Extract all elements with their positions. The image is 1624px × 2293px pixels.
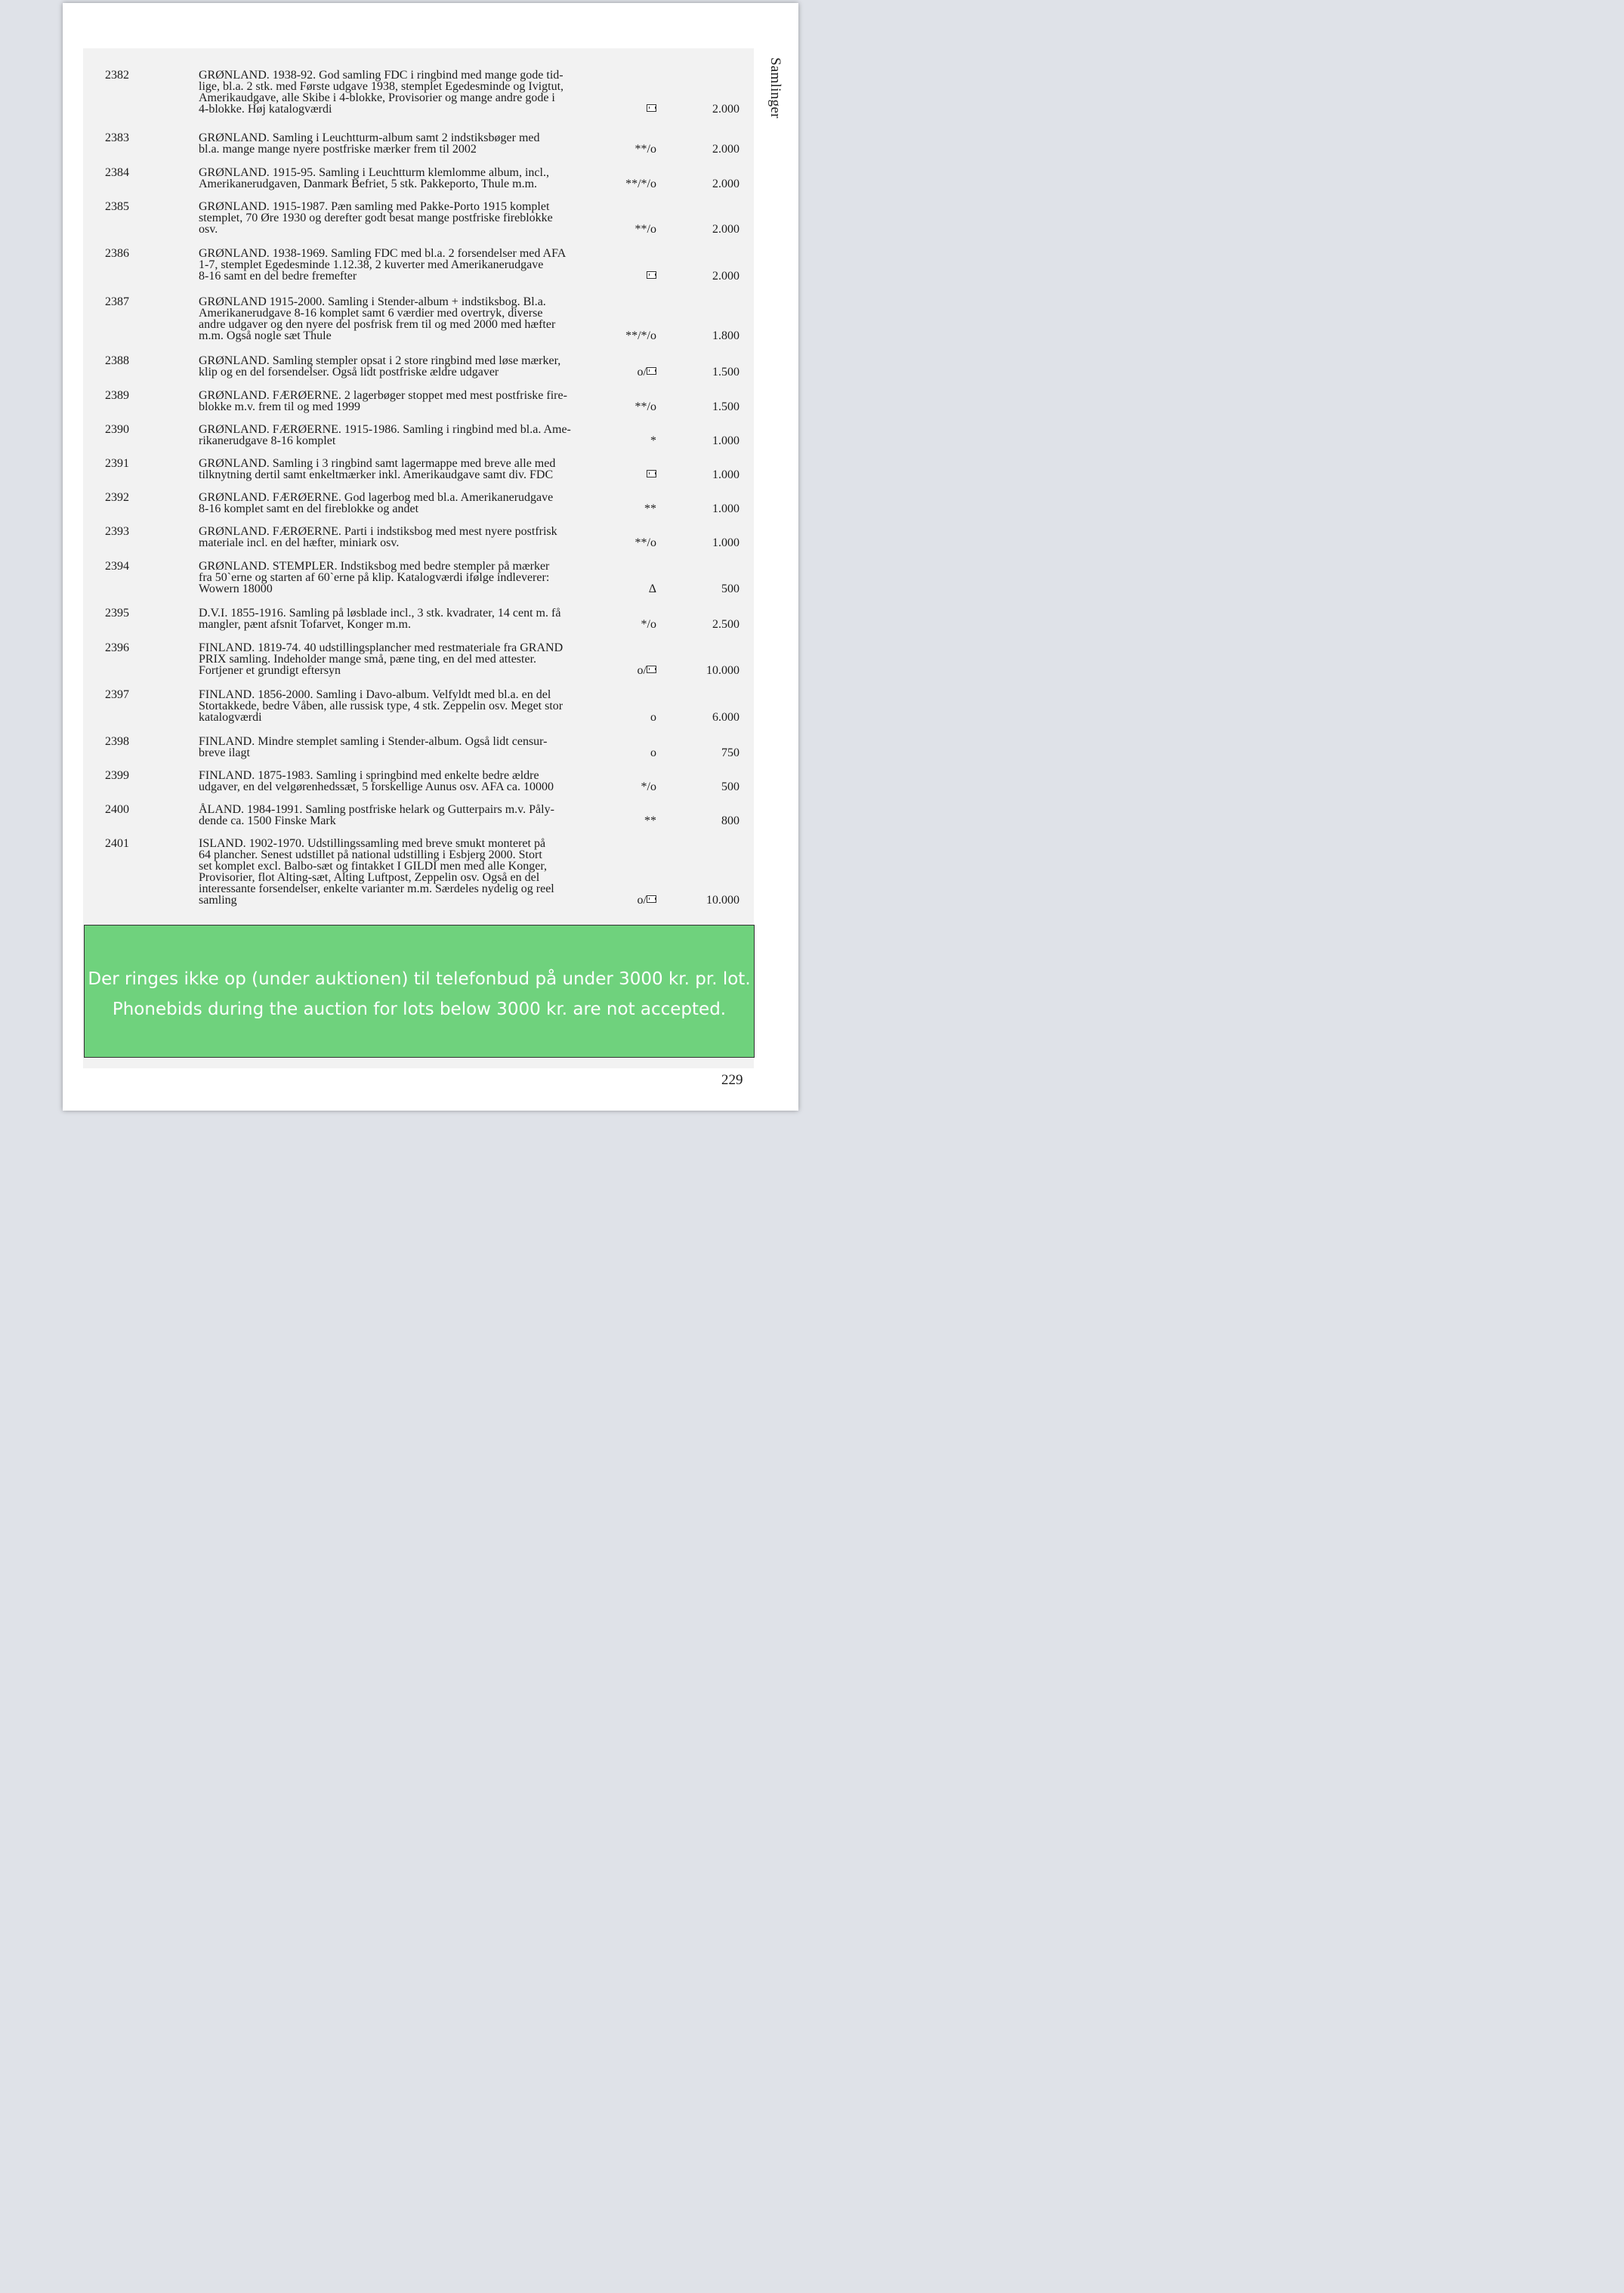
lot-description (199, 70, 641, 115)
lot-description-line: breve ilagt (199, 746, 250, 759)
lot-condition (596, 224, 656, 235)
lot-description-line: GRØNLAND. STEMPLER. Indstiksbog med bedre stempler på mærker (199, 560, 550, 573)
lot-number: 2391 (105, 457, 129, 470)
lot-condition (596, 469, 656, 481)
condition-symbol: */o (641, 618, 656, 631)
envelope-icon (647, 104, 656, 112)
condition-symbol: o/ (637, 894, 647, 907)
lot-condition (596, 330, 656, 341)
lot-description-line: andre udgaver og den nyere del posfrisk frem til og med 2000 med hæfter (199, 318, 556, 331)
condition-symbol: **/o (634, 223, 656, 236)
lot-description (199, 458, 641, 481)
lot-description (199, 561, 641, 595)
lot-list (63, 3, 798, 932)
lot-number: 2383 (105, 131, 129, 144)
lot-price: 2.500 (712, 618, 739, 631)
condition-symbol: **/o (634, 400, 656, 413)
lot-description-line: FINLAND. 1819-74. 40 udstillingsplancher med restmateriale fra GRAND (199, 641, 563, 654)
lot-price: 800 (721, 814, 739, 827)
lot-condition (596, 144, 656, 155)
condition-symbol: o/ (637, 366, 647, 379)
lot-description (199, 607, 641, 630)
lot-description (199, 201, 641, 235)
lot-description-line: 64 plancher. Senest udstillet på national udstilling i Esbjerg 2000. Stort (199, 848, 542, 861)
lot-description (199, 355, 641, 378)
lot-description-line: GRØNLAND. FÆRØERNE. 2 lagerbøger stoppet med mest postfriske fire- (199, 389, 567, 402)
condition-symbol: o (650, 711, 656, 724)
condition-symbol: **/*/o (625, 178, 656, 190)
lot-price: 1.000 (712, 536, 739, 549)
lot-description-line: tilknytning dertil samt enkeltmærker inkl. Amerikaudgave samt div. FDC (199, 468, 554, 481)
condition-symbol: **/o (634, 143, 656, 156)
condition-symbol: ** (644, 502, 656, 515)
lot-description-line: PRIX samling. Indeholder mange små, pæne ting, en del med attester. (199, 653, 537, 666)
lot-price: 10.000 (706, 664, 739, 677)
lot-description-line: stemplet, 70 Øre 1930 og derefter godt besat mange postfriske fireblokke (199, 212, 553, 224)
envelope-icon (647, 895, 656, 903)
lot-description-line: rikanerudgave 8-16 komplet (199, 434, 336, 447)
notice-line-danish: Der ringes ikke op (under auktionen) til telefonbud på under 3000 kr. pr. lot. (88, 969, 751, 989)
section-side-label: Samlinger (767, 57, 783, 119)
lot-price: 750 (721, 746, 739, 759)
lot-price: 6.000 (712, 711, 739, 724)
lot-description (199, 642, 641, 676)
lot-description-line: materiale incl. en del hæfter, miniark osv. (199, 536, 400, 549)
lot-number: 2399 (105, 769, 129, 782)
lot-number: 2393 (105, 525, 129, 538)
lot-description-line: GRØNLAND. FÆRØERNE. Parti i indstiksbog med mest nyere postfrisk (199, 525, 557, 538)
page-number: 229 (721, 1072, 743, 1088)
lot-description (199, 424, 641, 447)
condition-symbol: ** (644, 814, 656, 827)
lot-condition (596, 537, 656, 549)
lot-description (199, 770, 641, 793)
lot-price: 10.000 (706, 894, 739, 907)
lot-price: 2.000 (712, 143, 739, 156)
lot-description (199, 390, 641, 413)
lot-condition (596, 583, 656, 595)
lot-description-line: GRØNLAND. 1938-92. God samling FDC i ringbind med mange gode tid- (199, 69, 563, 82)
lot-description (199, 526, 641, 549)
lot-number: 2392 (105, 491, 129, 504)
lot-price: 1.000 (712, 502, 739, 515)
condition-symbol: Δ (648, 583, 656, 595)
lot-description-line: Stortakkede, bedre Våben, alle russisk type, 4 stk. Zeppelin osv. Meget stor (199, 700, 563, 712)
lot-description-line: GRØNLAND. FÆRØERNE. God lagerbog med bl.a. Amerikanerudgave (199, 491, 554, 504)
lot-description-line: GRØNLAND. 1915-1987. Pæn samling med Pakke-Porto 1915 komplet (199, 200, 550, 213)
lot-price: 500 (721, 583, 739, 595)
condition-symbol: **/*/o (625, 329, 656, 342)
lot-number: 2396 (105, 641, 129, 654)
lot-number: 2400 (105, 803, 129, 816)
condition-symbol: */o (641, 780, 656, 793)
lot-number: 2394 (105, 560, 129, 573)
lot-description-line: dende ca. 1500 Finske Mark (199, 814, 336, 827)
lot-description-line: Fortjener et grundigt eftersyn (199, 664, 341, 677)
lot-number: 2390 (105, 423, 129, 436)
lot-description (199, 248, 641, 282)
lot-description-line: m.m. Også nogle sæt Thule (199, 329, 332, 342)
lot-condition (596, 619, 656, 630)
lot-description-line: 4-blokke. Høj katalogværdi (199, 103, 332, 116)
envelope-icon (647, 367, 656, 375)
lot-description-line: set komplet excl. Balbo-sæt og fintakket I GILDI men med alle Konger, (199, 860, 548, 873)
lot-description (199, 736, 641, 759)
lot-number: 2397 (105, 688, 129, 701)
lot-description-line: GRØNLAND. 1938-1969. Samling FDC med bl.a. 2 forsendelser med AFA (199, 247, 567, 260)
lot-description-line: Amerikaudgave, alle Skibe i 4-blokke, Provisorier og mange andre gode i (199, 91, 555, 104)
catalog-page (63, 3, 798, 1111)
lot-description-line: GRØNLAND. Samling i 3 ringbind samt lagermappe med breve alle med (199, 457, 556, 470)
lot-description-line: GRØNLAND 1915-2000. Samling i Stender-album + indstiksbog. Bl.a. (199, 295, 546, 308)
lot-description-line: D.V.I. 1855-1916. Samling på løsblade incl., 3 stk. kvadrater, 14 cent m. få (199, 607, 561, 620)
lot-description-line: GRØNLAND. FÆRØERNE. 1915-1986. Samling i ringbind med bl.a. Ame- (199, 423, 571, 436)
lot-condition (596, 366, 656, 378)
lot-number: 2385 (105, 200, 129, 213)
lot-description-line: 8-16 komplet samt en del fireblokke og andet (199, 502, 419, 515)
lot-description-line: interessante forsendelser, enkelte varianter m.m. Særdeles nydelig og reel (199, 882, 554, 895)
lot-description-line: katalogværdi (199, 711, 262, 724)
lot-condition (596, 712, 656, 723)
lot-price: 1.500 (712, 400, 739, 413)
lot-description (199, 838, 641, 906)
lot-description-line: klip og en del forsendelser. Også lidt postfriske ældre udgaver (199, 366, 499, 379)
condition-symbol: o/ (637, 664, 647, 677)
lot-condition (596, 435, 656, 447)
lot-price: 1.000 (712, 468, 739, 481)
lot-condition (596, 503, 656, 515)
lot-number: 2388 (105, 354, 129, 367)
envelope-icon (647, 666, 656, 673)
lot-description (199, 804, 641, 827)
lot-description-line: FINLAND. 1856-2000. Samling i Davo-album. Velfyldt med bl.a. en del (199, 688, 551, 701)
lot-price: 2.000 (712, 178, 739, 190)
lot-condition (596, 665, 656, 676)
lot-description-line: ÅLAND. 1984-1991. Samling postfriske helark og Gutterpairs m.v. Påly- (199, 803, 554, 816)
lot-description-line: blokke m.v. frem til og med 1999 (199, 400, 361, 413)
lot-number: 2395 (105, 607, 129, 620)
notice-line-english: Phonebids during the auction for lots below 3000 kr. are not accepted. (112, 1000, 727, 1019)
lot-number: 2386 (105, 247, 129, 260)
condition-symbol: **/o (634, 536, 656, 549)
lot-description-line: udgaver, en del velgørenhedssæt, 5 forskellige Aunus osv. AFA ca. 10000 (199, 780, 554, 793)
lot-price: 500 (721, 780, 739, 793)
lot-description-line: Amerikanerudgaven, Danmark Befriet, 5 stk. Pakkeporto, Thule m.m. (199, 178, 538, 190)
lot-description-line: bl.a. mange mange nyere postfriske mærker frem til 2002 (199, 143, 477, 156)
lot-description-line: FINLAND. Mindre stemplet samling i Stender-album. Også lidt censur- (199, 735, 548, 748)
lot-description (199, 689, 641, 723)
lot-price: 2.000 (712, 270, 739, 283)
lot-description-line: fra 50`erne og starten af 60`erne på klip. Katalogværdi ifølge indleverer: (199, 571, 550, 584)
lot-condition (596, 270, 656, 282)
lot-description-line: 1-7, stemplet Egedesminde 1.12.38, 2 kuverter med Amerikanerudgave (199, 258, 544, 271)
lot-condition (596, 747, 656, 759)
lot-description (199, 132, 641, 155)
lot-number: 2384 (105, 166, 129, 179)
envelope-icon (647, 271, 656, 279)
lot-number: 2382 (105, 69, 129, 82)
lot-price: 2.000 (712, 103, 739, 116)
lot-description-line: Wowern 18000 (199, 583, 273, 595)
lot-condition (596, 401, 656, 413)
lot-number: 2387 (105, 295, 129, 308)
lot-price: 2.000 (712, 223, 739, 236)
lot-price: 1.000 (712, 434, 739, 447)
lot-condition (596, 781, 656, 793)
condition-symbol: * (650, 434, 656, 447)
lot-number: 2401 (105, 837, 129, 850)
lot-description-line: samling (199, 894, 237, 907)
lot-description-line: lige, bl.a. 2 stk. med Første udgave 1938, stemplet Egedesminde og Ivigtut, (199, 80, 564, 93)
lot-description-line: GRØNLAND. 1915-95. Samling i Leuchtturm klemlomme album, incl., (199, 166, 549, 179)
envelope-icon (647, 470, 656, 477)
lot-description (199, 167, 641, 190)
lot-price: 1.500 (712, 366, 739, 379)
lot-description-line: GRØNLAND. Samling stempler opsat i 2 store ringbind med løse mærker, (199, 354, 561, 367)
condition-symbol: o (650, 746, 656, 759)
lot-description-line: osv. (199, 223, 218, 236)
lot-description (199, 492, 641, 515)
lot-condition (596, 815, 656, 827)
lot-number: 2389 (105, 389, 129, 402)
lot-condition (596, 178, 656, 190)
lot-condition (596, 895, 656, 906)
lot-description-line: GRØNLAND. Samling i Leuchtturm-album samt 2 indstiksbøger med (199, 131, 540, 144)
phonebid-notice (84, 925, 755, 1058)
lot-description (199, 296, 641, 341)
lot-description-line: ISLAND. 1902-1970. Udstillingssamling med breve smukt monteret på (199, 837, 546, 850)
lot-description-line: 8-16 samt en del bedre fremefter (199, 270, 357, 283)
lot-price: 1.800 (712, 329, 739, 342)
lot-description-line: Provisorier, flot Alting-sæt, Alting Luftpost, Zeppelin osv. Også en del (199, 871, 540, 884)
lot-condition (596, 104, 656, 115)
lot-number: 2398 (105, 735, 129, 748)
lot-description-line: FINLAND. 1875-1983. Samling i springbind med enkelte bedre ældre (199, 769, 539, 782)
lot-description-line: Amerikanerudgave 8-16 komplet samt 6 værdier med overtryk, diverse (199, 307, 543, 320)
lot-description-line: mangler, pænt afsnit Tofarvet, Konger m.m. (199, 618, 411, 631)
